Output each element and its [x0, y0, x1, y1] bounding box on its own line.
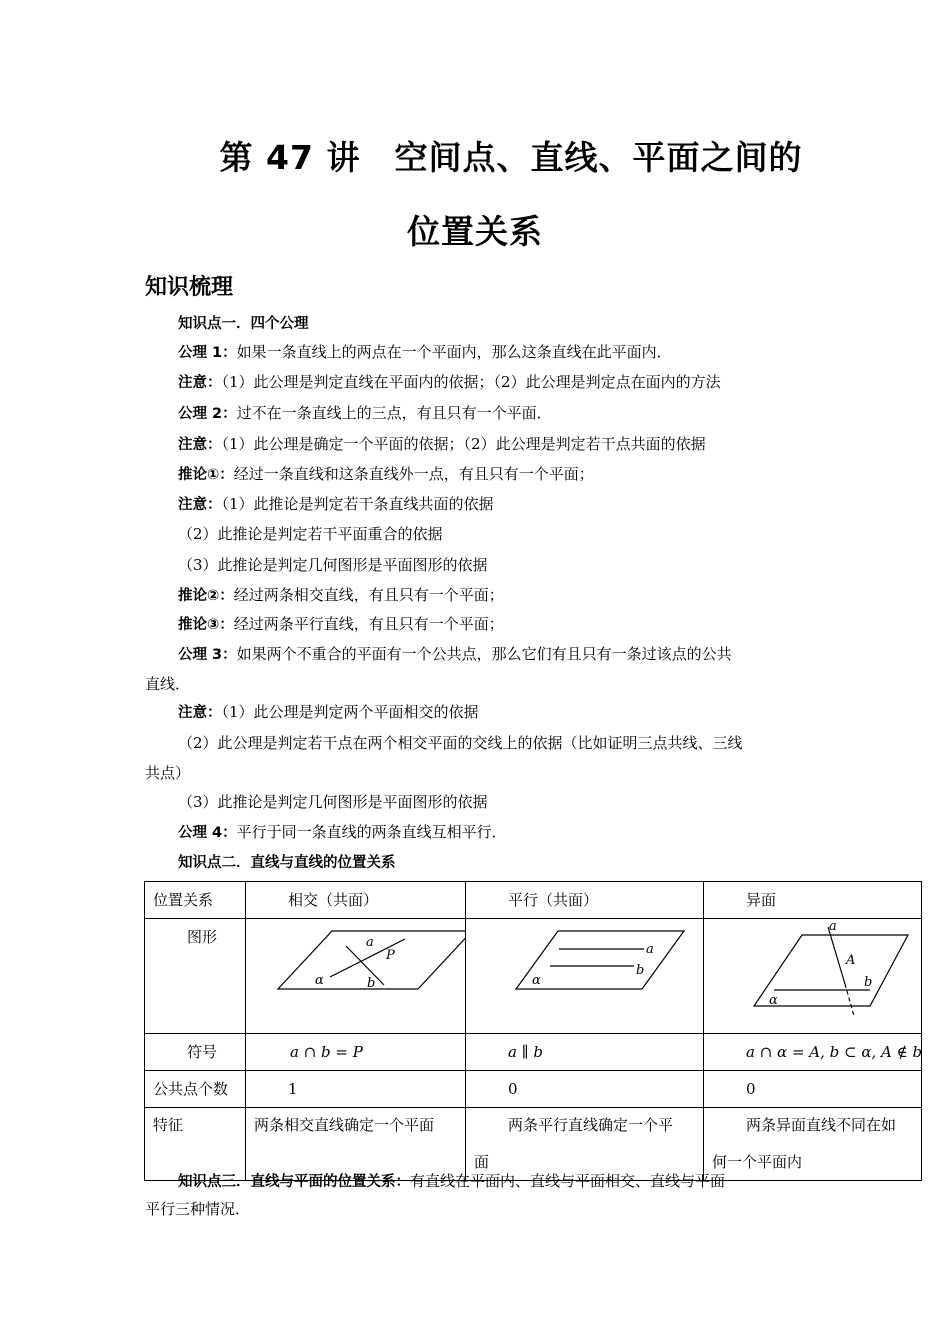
axiom-3: 公理 3：如果两个不重合的平面有一个公共点，那么它们有且只有一条过该点的公共 [178, 645, 732, 663]
table-label-cell: 特征 [145, 1108, 246, 1181]
label-alpha: α [532, 973, 541, 988]
note-3-item-2: （2）此推论是判定若干平面重合的依据 [178, 525, 443, 543]
symbol-skew: a ∩ α = A, b ⊂ α, A ∉ b [704, 1034, 922, 1071]
table-label-cell: 公共点个数 [145, 1071, 246, 1108]
axiom-3-cont: 直线． [145, 675, 191, 693]
table-row-figure [145, 919, 922, 1034]
symbol-parallel: a ∥ b [466, 1034, 704, 1071]
page-title-line-1: 第 47 讲 空间点、直线、平面之间的 [219, 138, 803, 177]
table-row-count [145, 1071, 922, 1108]
table-row-feature [145, 1108, 922, 1181]
symbol-intersecting: a ∩ b = P [246, 1034, 466, 1071]
parallel-lines-diagram [466, 919, 704, 1029]
note-2: 注意：（1）此公理是确定一个平面的依据；（2）此公理是判定若干点共面的依据 [178, 435, 706, 453]
intersecting-lines-diagram [246, 919, 466, 1029]
note-3: 注意：（1）此推论是判定若干条直线共面的依据 [178, 495, 494, 513]
figure-intersecting [246, 919, 466, 1034]
label-b: b [864, 975, 873, 990]
note-4: 注意：（1）此公理是判定两个平面相交的依据 [178, 703, 479, 721]
table-row-symbol [145, 1034, 922, 1071]
label-b: b [636, 963, 645, 978]
corollary-3: 推论③：经过两条平行直线，有且只有一个平面； [178, 615, 504, 633]
table-label-cell: 图形 [145, 919, 246, 1034]
line-relation-table [144, 881, 922, 1181]
note-4-item-3: （3）此推论是判定几何图形是平面图形的依据 [178, 793, 488, 811]
figure-skew [704, 919, 922, 1034]
kp1-heading: 知识点一．四个公理 [178, 316, 309, 332]
label-a: a [829, 919, 837, 934]
feature-parallel: 两条平行直线确定一个平 面 [466, 1108, 704, 1181]
note-3-item-3: （3）此推论是判定几何图形是平面图形的依据 [178, 556, 488, 574]
skew-lines-diagram [704, 919, 922, 1029]
table-label-cell: 符号 [145, 1034, 246, 1071]
count-intersecting: 1 [246, 1071, 466, 1108]
count-parallel: 0 [466, 1071, 704, 1108]
kp2-heading: 知识点二．直线与直线的位置关系 [178, 855, 396, 871]
corollary-1: 推论①：经过一条直线和这条直线外一点，有且只有一个平面； [178, 465, 594, 483]
note-4-item-2-cont: 共点） [145, 764, 191, 782]
label-a: a [646, 942, 654, 957]
figure-parallel [466, 919, 704, 1034]
label-b: b [367, 976, 376, 991]
label-alpha: α [315, 973, 324, 988]
note-4-item-2: （2）此公理是判定若干点在两个相交平面的交线上的依据（比如证明三点共线、三线 [178, 734, 743, 752]
label-P: P [386, 948, 395, 963]
label-a: a [366, 935, 374, 950]
table-row-header [145, 882, 922, 919]
table-header-cell: 平行（共面） [466, 882, 704, 919]
corollary-2: 推论②：经过两条相交直线，有且只有一个平面； [178, 586, 504, 604]
kp3-line-cont: 平行三种情况． [145, 1200, 251, 1218]
table-header-cell: 异面 [704, 882, 922, 919]
section-heading: 知识梳理 [145, 275, 234, 300]
feature-intersecting: 两条相交直线确定一个平面 [246, 1108, 466, 1181]
count-skew: 0 [704, 1071, 922, 1108]
axiom-2: 公理 2：过不在一条直线上的三点，有且只有一个平面． [178, 404, 552, 422]
kp3-line: 知识点三．直线与平面的位置关系：有直线在平面内、直线与平面相交、直线与平面 [178, 1172, 726, 1190]
page-title-line-2: 位置关系 [407, 212, 543, 251]
note-1: 注意：（1）此公理是判定直线在平面内的依据；（2）此公理是判定点在面内的方法 [178, 373, 721, 391]
table-header-cell: 相交（共面） [246, 882, 466, 919]
axiom-4: 公理 4：平行于同一条直线的两条直线互相平行． [178, 823, 507, 841]
table-header-cell: 位置关系 [145, 882, 246, 919]
label-A: A [846, 953, 856, 968]
axiom-1: 公理 1：如果一条直线上的两点在一个平面内，那么这条直线在此平面内． [178, 343, 672, 361]
feature-skew: 两条异面直线不同在如 何一个平面内 [704, 1108, 922, 1181]
label-alpha: α [769, 993, 778, 1008]
